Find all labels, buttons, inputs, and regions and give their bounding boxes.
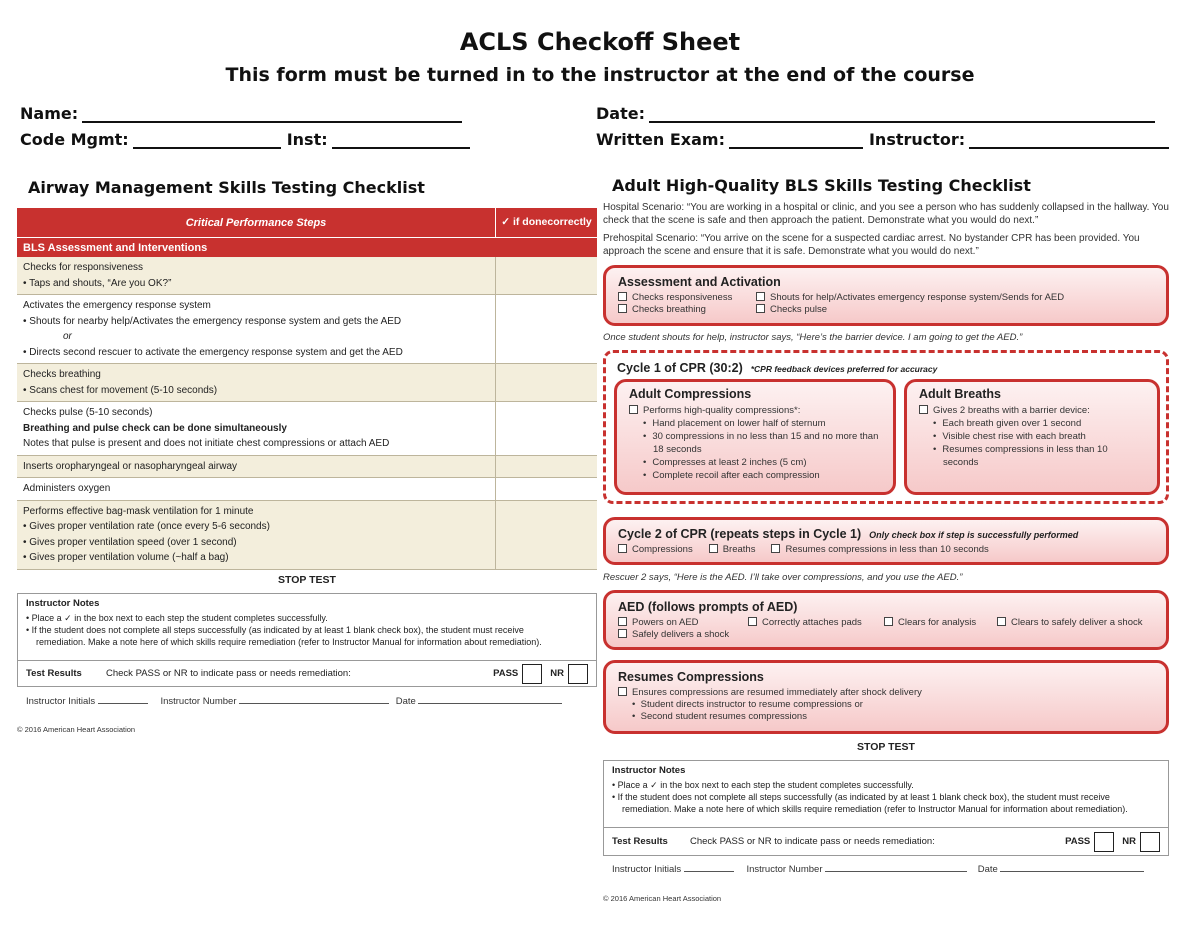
checkbox[interactable] xyxy=(618,292,627,301)
step-bullet: • Directs second rescuer to activate the emergency response system and get the AED xyxy=(23,346,403,358)
number-label: Instructor Number xyxy=(746,864,823,875)
breaths-bullet: • Visible chest rise with each breath xyxy=(943,430,1145,443)
initials-label: Instructor Initials xyxy=(612,864,682,875)
checkbox[interactable] xyxy=(618,544,627,553)
col2-line2: correctly xyxy=(547,216,592,228)
col2-line1: ✓ if done xyxy=(501,216,548,228)
instructor-label: Instructor: xyxy=(868,130,966,149)
initials-row-right xyxy=(612,862,1144,875)
resumes-bullet: • Second student resumes compressions xyxy=(632,711,807,722)
table-row xyxy=(17,402,597,456)
col-critical-steps: Critical Performance Steps xyxy=(17,208,496,237)
check-instructions: Check PASS or NR to indicate pass or needs remediation: xyxy=(106,668,351,679)
compressions-bullet: • Compresses at least 2 inches (5 cm) xyxy=(653,456,881,469)
copyright-left: © 2016 American Heart Association xyxy=(17,725,136,734)
table-row xyxy=(17,478,597,501)
date-label: Date xyxy=(977,864,998,875)
checkbox[interactable] xyxy=(618,687,627,696)
nr-label: NR xyxy=(550,668,564,679)
step-bullet: • Taps and shouts, “Are you OK?” xyxy=(23,277,172,289)
bls-section-title: Adult High-Quality BLS Skills Testing Checklist xyxy=(612,176,1031,195)
date-line[interactable] xyxy=(418,694,562,704)
step-text: Checks pulse (5-10 seconds) xyxy=(23,407,153,418)
cycle2-note: Only check box if step is successfully performed xyxy=(869,530,1079,540)
check-cell[interactable] xyxy=(496,501,597,569)
aed-title: AED (follows prompts of AED) xyxy=(618,600,798,614)
test-results-label: Test Results xyxy=(612,836,668,847)
note-item: remediation. Make a note here of which skills require remediation (refer to Instructor Manual for information about remediation). xyxy=(36,637,542,647)
test-results-label: Test Results xyxy=(26,668,82,679)
step-text: Performs effective bag-mask ventilation for 1 minute xyxy=(23,505,254,517)
name-field[interactable] xyxy=(20,104,462,123)
instructor-line[interactable] xyxy=(969,133,1169,149)
check-cell[interactable] xyxy=(496,295,597,363)
written-exam-field[interactable] xyxy=(596,130,1169,149)
code-mgmt-label: Code Mgmt: xyxy=(20,130,129,149)
bls-subheader: BLS Assessment and Interventions xyxy=(17,237,597,257)
inst-line[interactable] xyxy=(332,133,470,149)
or-text: or xyxy=(63,331,72,342)
hospital-scenario: Hospital Scenario: “You are working in a hospital or clinic, and you see a person who has suddenly collapsed in the hallway. You check that the scene is safe and then approach the patient. Demonstrate what you would do next.” xyxy=(603,202,1169,226)
table-row xyxy=(17,364,597,402)
step-text: Notes that pulse is present and does not initiate chest compressions or attach AED xyxy=(23,438,390,449)
breaths-title: Adult Breaths xyxy=(919,387,1001,401)
check-cell[interactable] xyxy=(496,402,597,455)
resumes-title: Resumes Compressions xyxy=(618,670,764,684)
table-row xyxy=(17,501,597,570)
aed-item: Safely delivers a shock xyxy=(632,629,730,640)
nr-checkbox[interactable] xyxy=(1140,832,1160,852)
adult-compressions-box xyxy=(614,379,896,495)
step-text: Activates the emergency response system xyxy=(23,300,211,311)
test-results-right xyxy=(603,828,1169,856)
check-cell[interactable] xyxy=(496,478,597,500)
airway-section-title: Airway Management Skills Testing Checklist xyxy=(28,178,425,197)
note-item: remediation. Make a note here of which skills require remediation (refer to Instructor Manual for information about remediation). xyxy=(622,804,1128,814)
resumes-bullet-text: Student directs instructor to resume compressions or xyxy=(640,699,863,710)
date-line[interactable] xyxy=(649,107,1155,123)
step-bullet: • Shouts for nearby help/Activates the emergency response system and gets the AED xyxy=(23,315,402,327)
checkbox[interactable] xyxy=(629,405,638,414)
step-bold-note: Breathing and pulse check can be done simultaneously xyxy=(23,422,287,434)
step-text: Administers oxygen xyxy=(23,483,111,494)
checkbox[interactable] xyxy=(618,617,627,626)
copyright-right: © 2016 American Heart Association xyxy=(603,894,722,903)
aed-item: Correctly attaches pads xyxy=(762,617,862,628)
compressions-bullet: • 30 compressions in no less than 15 and no more than 18 seconds xyxy=(653,430,881,456)
checkbox[interactable] xyxy=(997,617,1006,626)
col-done-correctly xyxy=(496,208,597,237)
barrier-device-instruction: Once student shouts for help, instructor says, “Here’s the barrier device. I am going to get the AED.” xyxy=(603,332,1023,343)
cycle2-item: Resumes compressions in less than 10 seconds xyxy=(785,544,989,555)
checkbox[interactable] xyxy=(618,304,627,313)
assessment-item: Checks breathing xyxy=(632,304,706,315)
step-text: Checks for responsiveness xyxy=(23,262,144,273)
checkbox[interactable] xyxy=(709,544,718,553)
note-item: • Place a ✓ in the box next to each step the student completes successfully. xyxy=(612,780,914,790)
aed-box xyxy=(603,590,1169,650)
note-item: • Place a ✓ in the box next to each step the student completes successfully. xyxy=(26,613,328,623)
stop-test-left: STOP TEST xyxy=(278,574,336,586)
initials-line[interactable] xyxy=(684,862,734,872)
cycle1-header xyxy=(617,361,937,375)
assessment-item: Checks pulse xyxy=(770,304,828,315)
compressions-title: Adult Compressions xyxy=(629,387,752,401)
cycle2-title: Cycle 2 of CPR (repeats steps in Cycle 1) xyxy=(618,527,862,541)
resumes-item: Ensures compressions are resumed immediately after shock delivery xyxy=(632,687,922,698)
nr-label: NR xyxy=(1122,836,1136,847)
compressions-bullet: • Hand placement on lower half of sternum xyxy=(653,417,881,430)
written-exam-label: Written Exam: xyxy=(596,130,725,149)
check-cell[interactable] xyxy=(496,257,597,294)
table-row xyxy=(17,295,597,364)
test-results-left xyxy=(17,661,597,687)
cycle2-box xyxy=(603,517,1169,565)
date-label: Date: xyxy=(596,104,645,123)
checkbox[interactable] xyxy=(771,544,780,553)
cycle1-title: Cycle 1 of CPR (30:2) xyxy=(617,361,743,375)
aed-item: Powers on AED xyxy=(632,617,699,628)
check-cell[interactable] xyxy=(496,456,597,478)
initials-row-left xyxy=(26,694,562,707)
table-row xyxy=(17,257,597,295)
checkbox[interactable] xyxy=(756,292,765,301)
breaths-bullet: • Each breath given over 1 second xyxy=(943,417,1145,430)
resumes-bullet: • Student directs instructor to resume compressions or xyxy=(632,699,863,710)
date-label: Date xyxy=(395,696,416,707)
nr-checkbox[interactable] xyxy=(568,664,588,684)
adult-breaths-box xyxy=(904,379,1160,495)
resumes-bullet-text: Second student resumes compressions xyxy=(640,711,807,722)
pass-label: PASS xyxy=(1065,836,1091,847)
notes-title: Instructor Notes xyxy=(612,765,686,776)
checkbox[interactable] xyxy=(884,617,893,626)
initials-label: Instructor Initials xyxy=(26,696,96,707)
number-line[interactable] xyxy=(825,862,967,872)
breaths-item: Gives 2 breaths with a barrier device: xyxy=(933,405,1090,416)
table-row xyxy=(17,456,597,479)
initials-line[interactable] xyxy=(98,694,148,704)
name-line[interactable] xyxy=(82,107,462,123)
resumes-box xyxy=(603,660,1169,734)
checkbox[interactable] xyxy=(618,629,627,638)
name-label: Name: xyxy=(20,104,79,123)
instructor-notes-left xyxy=(17,593,597,661)
assessment-box xyxy=(603,265,1169,326)
instructor-notes-right xyxy=(603,760,1169,828)
rescuer2-instruction: Rescuer 2 says, “Here is the AED. I’ll take over compressions, and you use the AED.” xyxy=(603,572,963,583)
aed-item: Clears for analysis xyxy=(898,617,977,628)
step-text: Checks breathing xyxy=(23,369,101,380)
aed-item: Clears to safely deliver a shock xyxy=(1011,617,1143,628)
number-line[interactable] xyxy=(239,694,389,704)
checkbox[interactable] xyxy=(748,617,757,626)
pass-label: PASS xyxy=(493,668,519,679)
assessment-item: Shouts for help/Activates emergency response system/Sends for AED xyxy=(770,292,1065,303)
cycle1-note: *CPR feedback devices preferred for accuracy xyxy=(750,364,938,374)
compressions-bullet: • Complete recoil after each compression xyxy=(653,469,881,482)
check-cell[interactable] xyxy=(496,364,597,401)
page-title: ACLS Checkoff Sheet xyxy=(459,28,741,56)
assessment-title: Assessment and Activation xyxy=(618,275,781,289)
code-mgmt-field[interactable] xyxy=(20,130,470,149)
checkbox[interactable] xyxy=(756,304,765,313)
stop-test-right: STOP TEST xyxy=(857,741,915,753)
date-line[interactable] xyxy=(1000,862,1144,872)
step-bullet: • Gives proper ventilation volume (~half a bag) xyxy=(23,552,229,563)
page-subtitle: This form must be turned in to the instructor at the end of the course xyxy=(225,64,975,86)
written-exam-line[interactable] xyxy=(729,133,863,149)
cycle2-item: Compressions xyxy=(632,544,693,555)
cycle2-item: Breaths xyxy=(722,544,756,555)
assessment-item: Checks responsiveness xyxy=(632,292,733,303)
note-item: • If the student does not complete all steps successfully (as indicated by at least 1 blank check box), the student must receive xyxy=(26,625,524,635)
pass-checkbox[interactable] xyxy=(522,664,542,684)
number-label: Instructor Number xyxy=(160,696,237,707)
inst-label: Inst: xyxy=(286,130,328,149)
step-text: Inserts oropharyngeal or nasopharyngeal airway xyxy=(23,460,238,472)
date-field[interactable] xyxy=(596,104,1155,123)
breaths-bullet: • Resumes compressions in less than 10 seconds xyxy=(943,443,1145,469)
step-bullet: • Gives proper ventilation rate (once every 5-6 seconds) xyxy=(23,521,270,532)
code-mgmt-line[interactable] xyxy=(133,133,281,149)
notes-title: Instructor Notes xyxy=(26,598,100,609)
check-instructions: Check PASS or NR to indicate pass or needs remediation: xyxy=(690,836,935,847)
pass-checkbox[interactable] xyxy=(1094,832,1114,852)
note-item: • If the student does not complete all steps successfully (as indicated by at least 1 blank check box), the student must receive xyxy=(612,792,1110,802)
step-bullet: • Gives proper ventilation speed (over 1 second) xyxy=(23,536,237,548)
compressions-item: Performs high-quality compressions*: xyxy=(643,405,801,416)
step-bullet: • Scans chest for movement (5-10 seconds) xyxy=(23,384,218,396)
checkbox[interactable] xyxy=(919,405,928,414)
airway-checklist-table xyxy=(17,208,597,570)
prehospital-scenario: Prehospital Scenario: “You arrive on the scene for a suspected cardiac arrest. No bystander CPR has been provided. You approach the scene and ensure that it is safe. Demonstrate what you would do next.” xyxy=(603,233,1140,257)
table-header xyxy=(17,208,597,237)
